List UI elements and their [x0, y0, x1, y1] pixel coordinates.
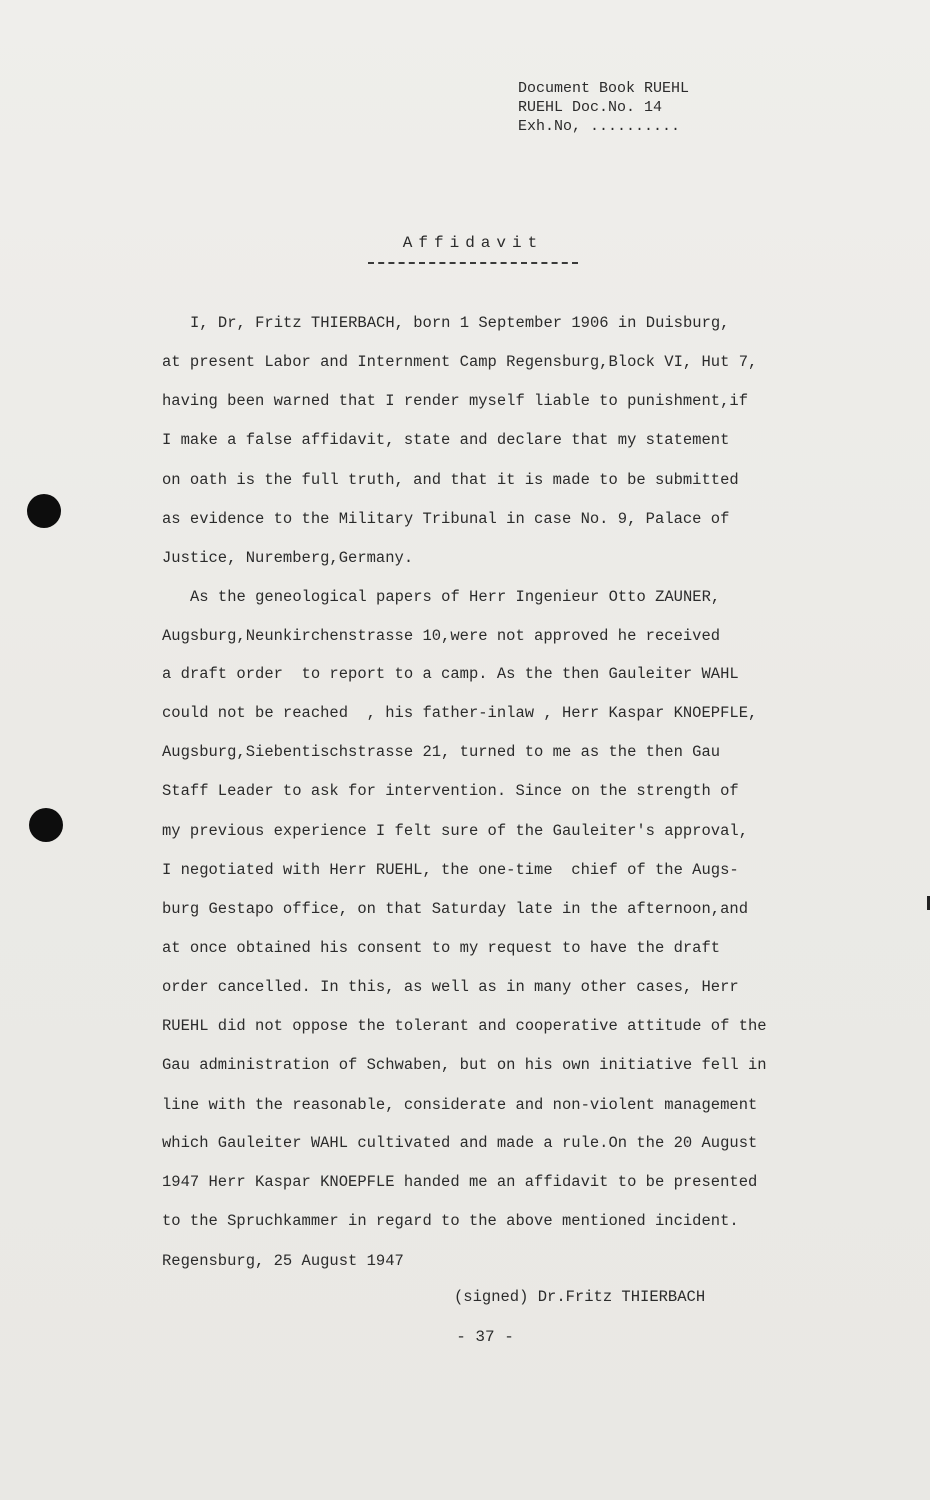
exhibit-number-line: Exh.No, .......... [518, 118, 681, 135]
text-line: I, Dr, Fritz THIERBACH, born 1 September 1906 in Duisburg, [190, 314, 730, 332]
text-line: having been warned that I render myself liable to punishment,if [162, 392, 748, 410]
text-line: a draft order to report to a camp. As the then Gauleiter WAHL [162, 665, 739, 683]
text-line: at present Labor and Internment Camp Regensburg,Block VI, Hut 7, [162, 353, 758, 371]
text-line: burg Gestapo office, on that Saturday late in the afternoon,and [162, 900, 748, 918]
text-line: on oath is the full truth, and that it is made to be submitted [162, 471, 739, 489]
text-line: As the geneological papers of Herr Ingenieur Otto ZAUNER, [190, 588, 721, 606]
text-line: Justice, Nuremberg,Germany. [162, 549, 414, 567]
doc-number-line: RUEHL Doc.No. 14 [518, 99, 663, 116]
text-line: Gau administration of Schwaben, but on his own initiative fell in [162, 1056, 767, 1074]
text-line: to the Spruchkammer in regard to the above mentioned incident. [162, 1212, 739, 1230]
text-line: order cancelled. In this, as well as in many other cases, Herr [162, 978, 739, 996]
text-line: RUEHL did not oppose the tolerant and cooperative attitude of the [162, 1017, 767, 1035]
text-line: which Gauleiter WAHL cultivated and made a rule.On the 20 August [162, 1134, 758, 1152]
text-line: I make a false affidavit, state and declare that my statement [162, 431, 730, 449]
place-and-date: Regensburg, 25 August 1947 [162, 1252, 404, 1270]
text-line: Staff Leader to ask for intervention. Since on the strength of [162, 782, 739, 800]
text-line: my previous experience I felt sure of the Gauleiter's approval, [162, 822, 748, 840]
signature-line: (signed) Dr.Fritz THIERBACH [454, 1288, 706, 1306]
text-line: Augsburg,Neunkirchenstrasse 10,were not approved he received [162, 627, 721, 645]
text-line: 1947 Herr Kaspar KNOEPFLE handed me an affidavit to be presented [162, 1173, 758, 1191]
document-book-line: Document Book RUEHL [518, 80, 690, 97]
punch-hole-top [27, 494, 61, 528]
page-number: - 37 - [456, 1328, 514, 1346]
document-reference-block [518, 79, 689, 136]
text-line: could not be reached , his father-inlaw , Herr Kaspar KNOEPFLE, [162, 704, 758, 722]
punch-hole-bottom [29, 808, 63, 842]
document-title: Affidavit [402, 234, 544, 252]
text-line: as evidence to the Military Tribunal in case No. 9, Palace of [162, 510, 730, 528]
text-line: line with the reasonable, considerate and non-violent management [162, 1096, 758, 1114]
title-underline [368, 262, 578, 264]
text-line: I negotiated with Herr RUEHL, the one-time chief of the Augs- [162, 861, 739, 879]
text-line: Augsburg,Siebentischstrasse 21, turned to me as the then Gau [162, 743, 721, 761]
text-line: at once obtained his consent to my request to have the draft [162, 939, 721, 957]
